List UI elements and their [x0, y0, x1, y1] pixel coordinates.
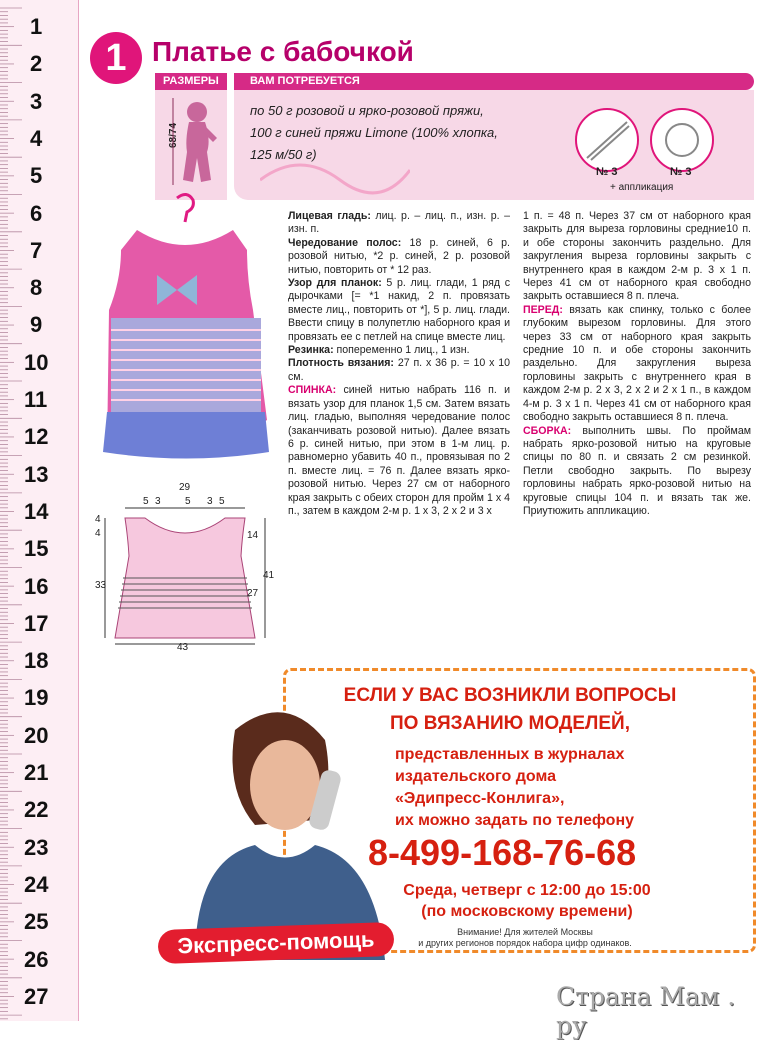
hours-line: Среда, четверг с 12:00 до 15:00	[403, 882, 651, 899]
stockinette-text: лиц. р. – лиц. п., изн. р. – изн. п.	[288, 210, 510, 236]
needle-size-2: № 3	[670, 166, 692, 178]
rib-label: Резинка:	[288, 344, 334, 357]
materials-label: ВАМ ПОТРЕБУЕТСЯ	[234, 73, 754, 90]
stripes-text: 18 р. синей, 6 р. розовой нитью, *2 р. синей, 2 р. розовой нитью, повторить от * 12 раз.	[288, 236, 510, 276]
ruler-number: 6	[30, 200, 43, 226]
dim-bottom: 43	[177, 642, 189, 653]
site-watermark: Страна Мам . ру	[556, 982, 736, 1040]
ruler-number: 27	[24, 983, 49, 1009]
assembly-text: выполнить швы. По проймам набрать ярко-розовой нитью на круговые спицы по 80 п. и связать 2 см резинкой. Петли свободно закрыть. По вырезу горловины набрать ярко-розовой нитью на круговые спицы 104 п. и вязать так же. Приутюжить аппликацию.	[523, 424, 751, 517]
ruler-number: 10	[24, 349, 49, 375]
edge-text: 5 р. лиц. глади, 1 ряд с дырочками [= *1 накид, 2 п. провязать вместе лиц., повторить от *], 5 р. лиц. глади. Ввести спицу в полупетлю наборного края и провязать ее с петлей на спице вместе лиц.	[288, 277, 510, 343]
note-line: и других регионов порядок набора цифр одинаков.	[418, 938, 632, 948]
dim-right-b: 27	[247, 588, 259, 599]
promo-body-line: их можно задать по телефону	[395, 812, 634, 829]
back-text-cont: 1 п. = 48 п. Через 37 см от наборного края закрыть для выреза горловины средние10 п. и обе стороны закончить раздельно. Для закругления выреза горловины закрыть с внутреннего края в каждом 2-м р. 3 x 1 п. Через 41 см от наборного края свободно закрыть оставшиеся 8 п. плеча.	[523, 210, 751, 303]
dress-schematic	[95, 478, 275, 653]
page-title: Платье с бабочкой	[152, 36, 414, 67]
instructions-column-1	[288, 210, 510, 518]
dim-left: 33	[95, 580, 107, 591]
dim-left-top: 4	[95, 514, 101, 525]
stockinette-label: Лицевая гладь:	[288, 210, 371, 222]
gauge-label: Плотность вязания:	[288, 357, 394, 370]
dim-neck: 5	[185, 496, 191, 507]
ruler-number: 24	[24, 871, 49, 897]
dim-neck: 5	[219, 496, 225, 507]
dim-neck: 5	[143, 496, 149, 507]
dim-neck: 3	[207, 496, 213, 507]
ruler-number: 5	[30, 163, 43, 189]
front-label: ПЕРЕД:	[523, 303, 563, 316]
ruler-number: 4	[30, 125, 43, 151]
ruler-number: 2	[30, 51, 43, 77]
ruler-number: 25	[24, 909, 49, 935]
needle-size-1: № 3	[596, 166, 618, 178]
dim-right-a: 14	[247, 530, 259, 541]
applique-note: + аппликация	[610, 182, 674, 193]
ruler-number: 7	[30, 237, 43, 263]
rib-text: попеременно 1 лиц., 1 изн.	[333, 344, 470, 357]
consultant-photo	[175, 700, 395, 960]
ruler-number: 3	[30, 88, 43, 114]
baby-silhouette-icon	[155, 90, 227, 200]
back-text: синей нитью набрать 116 п. и вязать узор для планок 1,5 см. Затем вязать лиц. гладью, выполняя чередование полос (заканчивать розовой нитью). Далее вязать 6 р. синей нитью, при этом в 1-м лиц. р. равномерно убавить 40 п., провязывая по 2 п. вместе лиц. = 76 п. Далее вязать ярко-розовой нитью. Через 27 см от наборного края закрыть с обеих сторон для пройм 1 x 4 п., затем в каждом 2-м р. 1 x 3, 2 x 2 и 3 x	[288, 384, 510, 517]
assembly-label: СБОРКА:	[523, 424, 572, 437]
dim-left-top: 4	[95, 528, 101, 539]
ruler-number: 16	[24, 573, 49, 599]
promo-note	[405, 927, 645, 949]
ruler-number: 12	[24, 424, 49, 450]
needle-circular-icon	[650, 108, 714, 172]
ruler-number: 21	[24, 760, 49, 785]
ruler-number: 26	[24, 946, 49, 972]
dress-photo	[97, 190, 272, 475]
yarn-line: по 50 г розовой и ярко-розовой пряжи,	[250, 103, 484, 118]
size-value: 68/74	[168, 122, 180, 149]
yarn-line: 100 г синей пряжи Limone (100% хлопка,	[250, 125, 498, 140]
express-help-badge: Экспресс-помощь	[157, 922, 394, 964]
needle-straight-icon	[575, 108, 639, 172]
ruler-number: 22	[24, 797, 49, 823]
ruler-number: 20	[24, 722, 49, 748]
promo-heading-line: ЕСЛИ У ВАС ВОЗНИКЛИ ВОПРОСЫ	[343, 685, 677, 706]
ruler-number: 9	[30, 312, 43, 338]
dim-neck: 3	[155, 496, 161, 507]
ruler-number: 18	[24, 648, 49, 674]
ruler-number: 1	[30, 14, 43, 39]
back-label: СПИНКА:	[288, 384, 337, 397]
pattern-number: 1	[90, 32, 142, 84]
dim-right-c: 41	[263, 570, 275, 581]
instructions-column-2	[523, 210, 751, 518]
hours-line: (по московскому времени)	[421, 903, 633, 920]
edge-label: Узор для планок:	[288, 277, 382, 290]
dim-top: 29	[179, 482, 191, 493]
ruler-number: 17	[24, 610, 49, 636]
ruler-number: 19	[24, 685, 49, 711]
ruler-number: 11	[24, 387, 48, 412]
promo-heading-line: ПО ВЯЗАНИЮ МОДЕЛЕЙ,	[390, 713, 630, 734]
stripes-label: Чередование полос:	[288, 236, 402, 249]
phone-number[interactable]: 8-499-168-76-68	[368, 832, 637, 873]
promo-hours	[397, 880, 657, 922]
ruler-number: 13	[24, 461, 49, 487]
yarn-line: 125 м/50 г)	[250, 147, 317, 162]
front-text: вязать как спинку, только с более глубоким вырезом горловины. Для этого через 33 см от наборного края закрыть средние 10 п. и обе стороны закончить раздельно. Для закругления выреза горловины закрыть с внутреннего края в каждом 2-м р. 2 x 3, 2 x 2 и 2 x 1 п., в каждом 4-м р. 3 x 1 п. Через 41 см от наборного края свободно закрыть оставшиеся 8 п. плеча.	[523, 303, 751, 424]
note-line: Внимание! Для жителей Москвы	[457, 927, 593, 937]
ruler-number: 14	[24, 498, 49, 524]
sizes-box	[155, 90, 227, 200]
promo-body	[395, 744, 665, 832]
ruler-number: 8	[30, 275, 43, 301]
promo-body-line: «Эдипресс-Конлига»,	[395, 790, 565, 807]
promo-body-line: представленных в журналах	[395, 746, 625, 763]
ruler-number: 23	[24, 834, 49, 860]
yarn-strand-icon	[260, 150, 410, 200]
ruler-number: 15	[24, 536, 49, 562]
gauge-text: 27 п. x 36 р. = 10 x 10 см.	[288, 357, 511, 383]
promo-body-line: издательского дома	[395, 768, 556, 785]
sizes-label: РАЗМЕРЫ	[155, 73, 227, 90]
